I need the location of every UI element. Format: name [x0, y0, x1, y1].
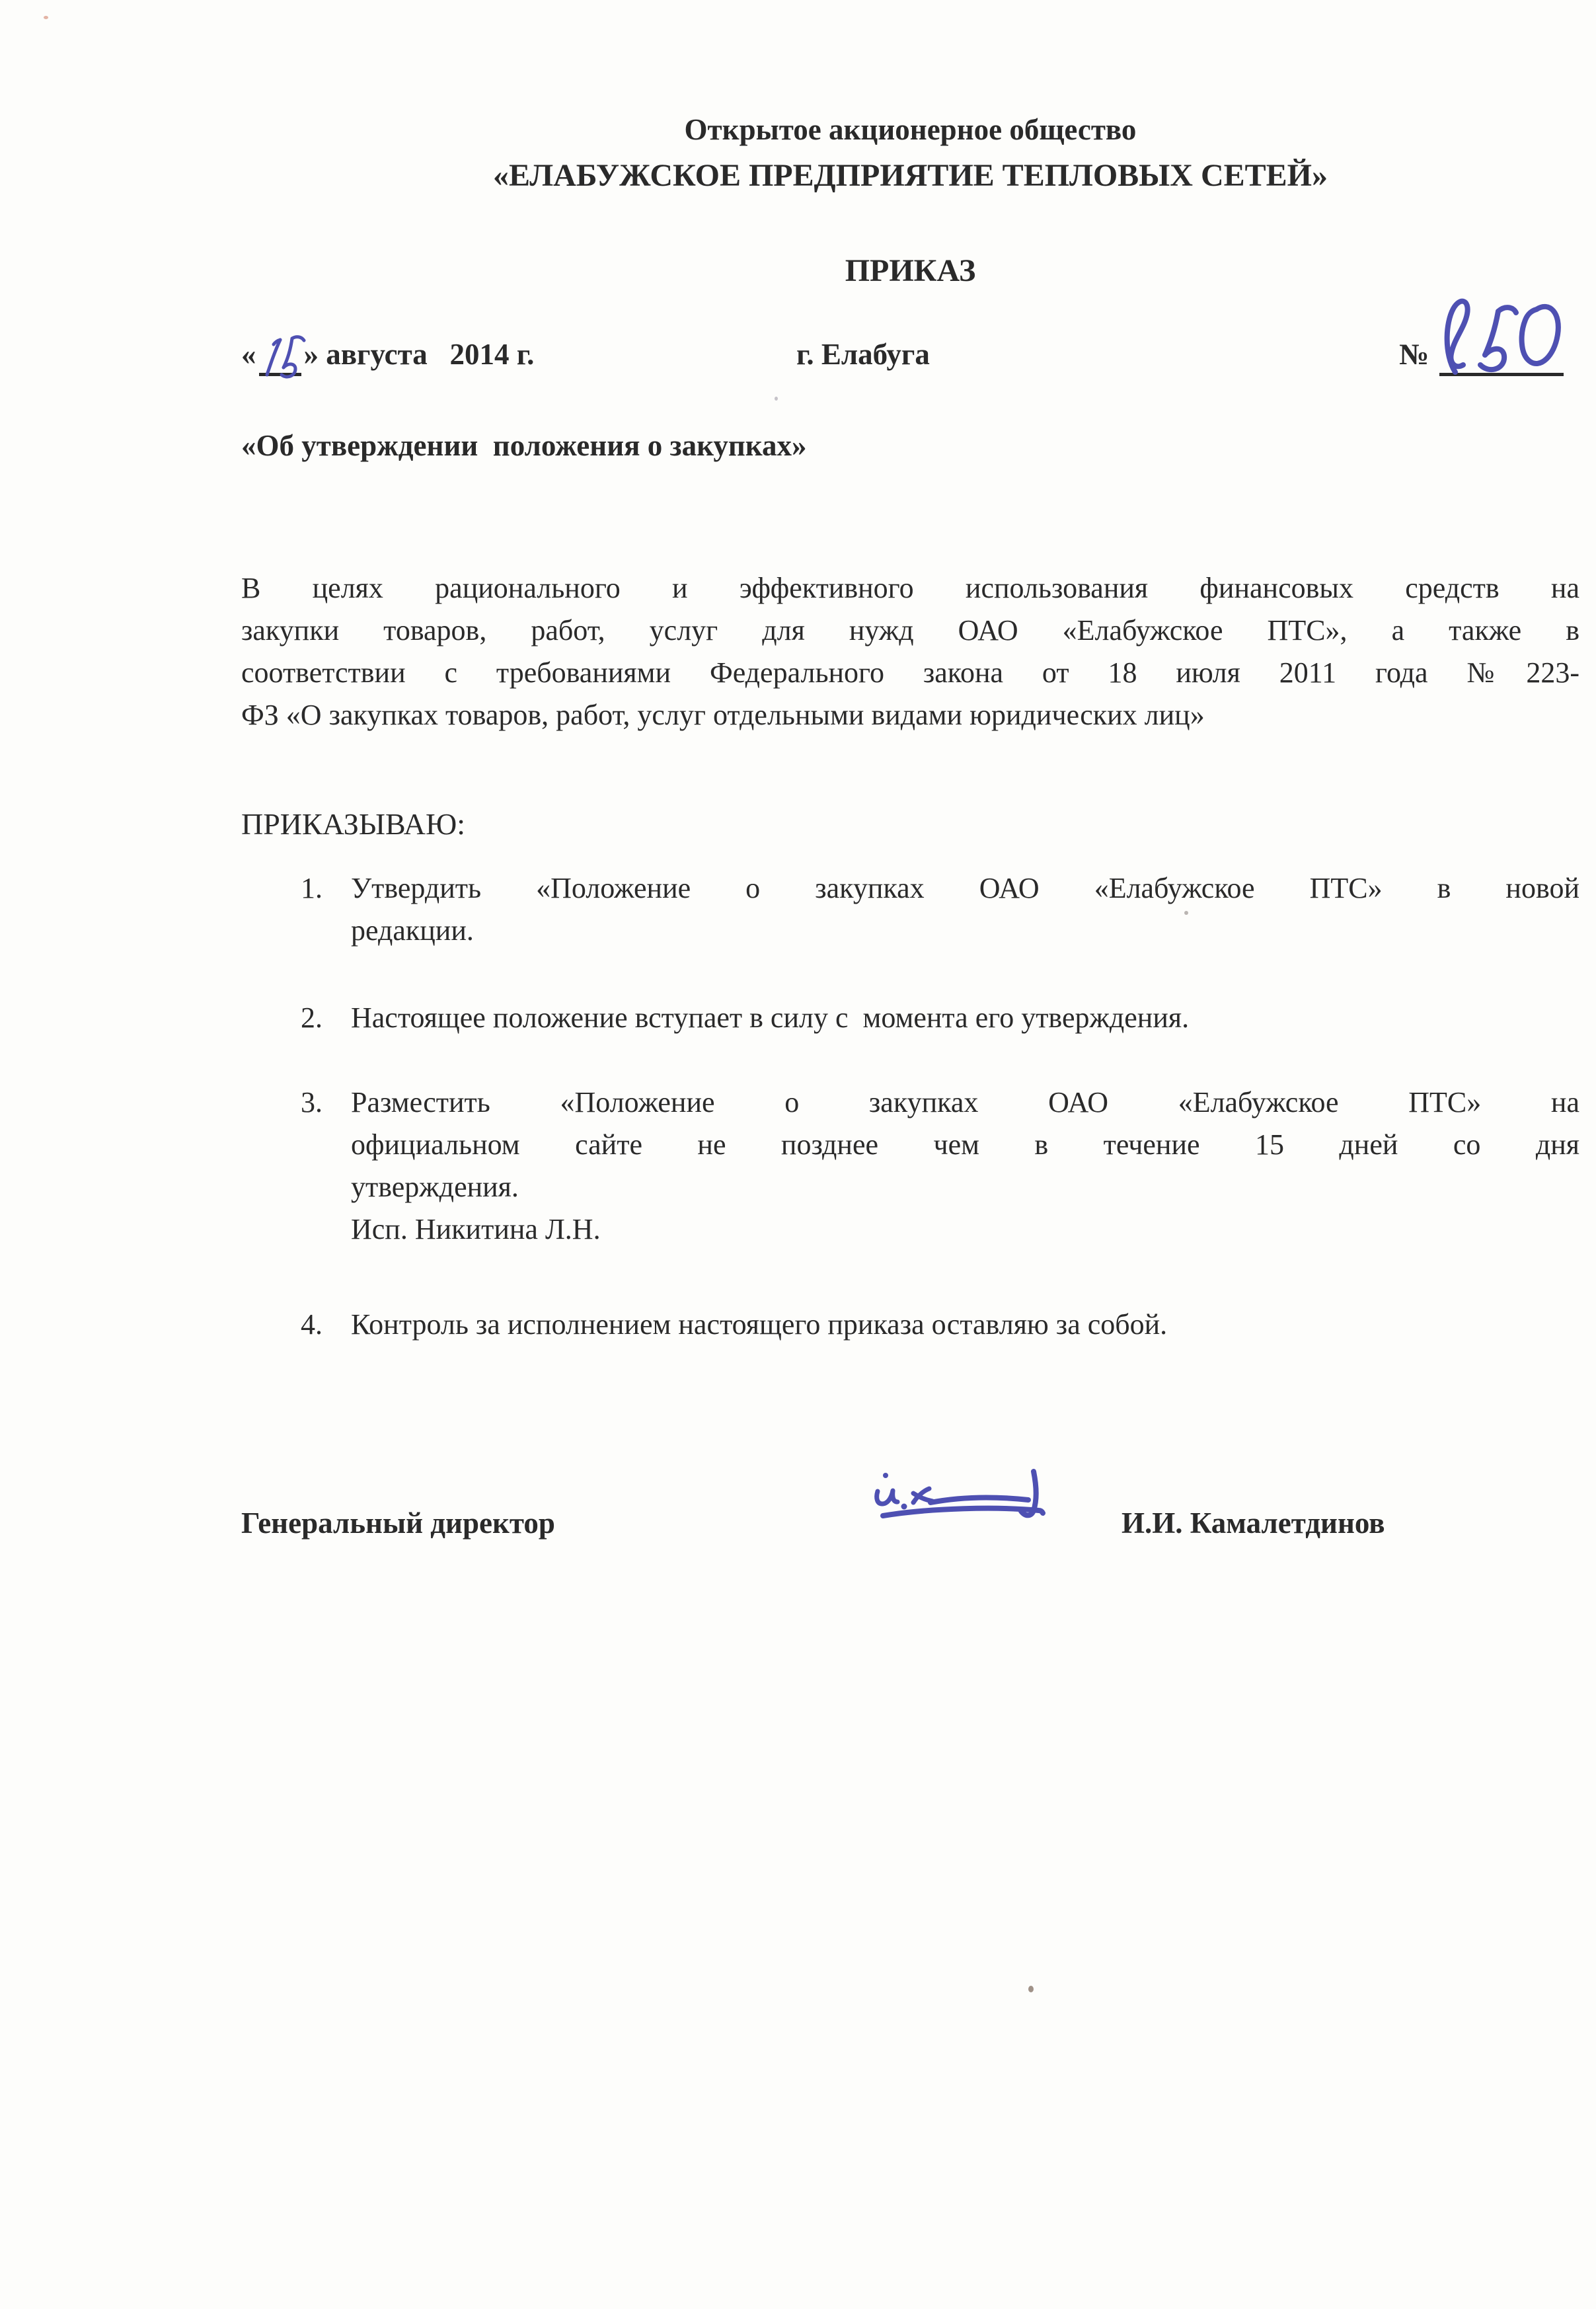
item-number: 1.	[301, 872, 323, 904]
body-line: закупки товаров, работ, услуг для нужд ОАО «Елабужское ПТС», а также в	[241, 614, 1579, 646]
signature-scribble	[871, 1469, 1089, 1548]
body-line: ФЗ «О закупках товаров, работ, услуг отдельными видами юридических лиц»	[241, 699, 1205, 731]
item-line: Настоящее положение вступает в силу с момента его утверждения.	[351, 1001, 1190, 1034]
body-paragraph	[241, 567, 1579, 736]
item-number: 2.	[301, 1001, 323, 1034]
item-text	[351, 997, 1579, 1039]
handwritten-day-ink	[256, 334, 312, 383]
date-quote-open: «	[241, 338, 256, 371]
doc-number-label: №	[1399, 338, 1429, 371]
date-row	[241, 337, 1579, 423]
scan-speck	[775, 397, 778, 401]
body-line: соответствии с требованиями Федерального закона от 18 июля 2011 года №223-	[241, 656, 1579, 689]
date-left	[241, 338, 534, 371]
doc-number-group	[1399, 337, 1564, 376]
item-line: Разместить «Положение о закупках ОАО «Елабужское ПТС» на	[351, 1086, 1579, 1118]
handwritten-number-ink	[1435, 292, 1571, 384]
item-line: официальном сайте не позднее чем в течение 15 дней со дня	[351, 1128, 1579, 1161]
date-day-blank	[259, 344, 301, 376]
item-text	[351, 1081, 1579, 1251]
scan-speck	[44, 16, 48, 19]
order-item-3	[241, 1081, 1579, 1251]
city-label: г. Елабуга	[796, 338, 930, 371]
date-rest: августа 2014 г.	[319, 338, 535, 371]
subject-line: «Об утверждении положения о закупках»	[241, 429, 807, 462]
doc-number-blank	[1439, 344, 1564, 376]
signature-name: И.И. Камалетдинов	[1121, 1507, 1385, 1540]
scan-speck	[1028, 1986, 1034, 1992]
order-item-4	[241, 1304, 1579, 1346]
item-number: 4.	[301, 1308, 323, 1341]
item-line: Контроль за исполнением настоящего приказа оставляю за собой.	[351, 1308, 1168, 1341]
item-line: утверждения.	[351, 1171, 519, 1203]
executor-note: Исп. Никитина Л.Н.	[351, 1213, 601, 1245]
date-quote-close: »	[303, 338, 319, 371]
signature-title: Генеральный директор	[241, 1507, 555, 1540]
item-text	[351, 867, 1579, 952]
item-line: редакции.	[351, 914, 474, 947]
doc-title: ПРИКАЗ	[845, 253, 976, 288]
org-name-line: «ЕЛАБУЖСКОЕ ПРЕДПРИЯТИЕ ТЕПЛОВЫХ СЕТЕЙ»	[492, 158, 1328, 193]
order-item-1	[241, 867, 1579, 952]
item-line: Утвердить «Положение о закупках ОАО «Елабужское ПТС» в новой	[351, 872, 1579, 904]
org-type-line: Открытое акционерное общество	[684, 113, 1137, 146]
item-text	[351, 1304, 1579, 1346]
scan-speck	[1184, 911, 1188, 915]
item-number: 3.	[301, 1086, 323, 1118]
body-line: В целях рационального и эффективного использования финансовых средств на	[241, 572, 1579, 604]
command-line: ПРИКАЗЫВАЮ:	[241, 807, 466, 841]
order-item-2	[241, 997, 1579, 1039]
